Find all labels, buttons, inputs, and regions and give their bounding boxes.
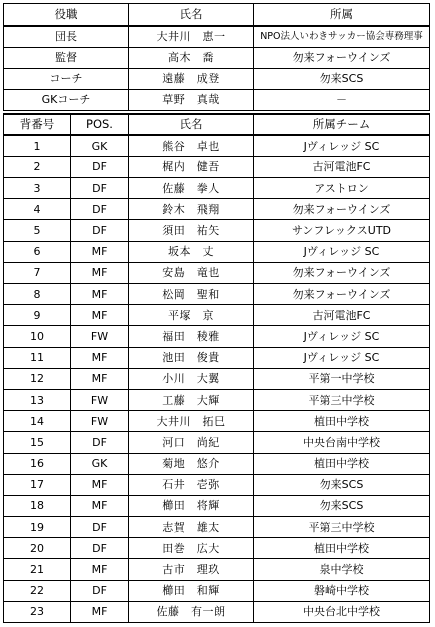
player-name: 櫛田 和輝 xyxy=(129,580,254,601)
player-position: MF xyxy=(71,601,129,622)
staff-affiliation: NPO法人いわきサッカー協会専務理事 xyxy=(254,26,430,47)
player-team: 勿来フォーウインズ xyxy=(254,262,430,283)
player-row xyxy=(4,241,430,262)
player-team: 植田中学校 xyxy=(254,453,430,474)
player-team: アストロン xyxy=(254,178,430,199)
player-row xyxy=(4,411,430,432)
player-name: 大井川 拓巳 xyxy=(129,411,254,432)
staff-role: コーチ xyxy=(4,68,129,89)
player-number: 12 xyxy=(4,368,71,389)
player-position: MF xyxy=(71,347,129,368)
player-number: 17 xyxy=(4,474,71,495)
staff-row xyxy=(4,26,430,47)
player-name: 佐藤 拳人 xyxy=(129,178,254,199)
player-position: DF xyxy=(71,199,129,220)
player-position: FW xyxy=(71,326,129,347)
player-name: 河口 尚紀 xyxy=(129,432,254,453)
player-number: 14 xyxy=(4,411,71,432)
staff-table xyxy=(3,3,430,111)
player-team: Jヴィレッジ SC xyxy=(254,241,430,262)
player-row xyxy=(4,178,430,199)
player-row xyxy=(4,305,430,326)
player-name: 石井 壱弥 xyxy=(129,474,254,495)
player-number: 22 xyxy=(4,580,71,601)
players-body xyxy=(4,114,430,623)
player-number: 7 xyxy=(4,262,71,283)
staff-row xyxy=(4,47,430,68)
player-name: 平塚 京 xyxy=(129,305,254,326)
player-team: 勿来フォーウインズ xyxy=(254,284,430,305)
player-team: 中央台南中学校 xyxy=(254,432,430,453)
player-number: 8 xyxy=(4,284,71,305)
player-number: 1 xyxy=(4,135,71,156)
player-name: 松岡 聖和 xyxy=(129,284,254,305)
player-number: 15 xyxy=(4,432,71,453)
player-team: 植田中学校 xyxy=(254,538,430,559)
player-team: 泉中学校 xyxy=(254,559,430,580)
player-position: DF xyxy=(71,156,129,177)
player-number: 5 xyxy=(4,220,71,241)
player-number: 6 xyxy=(4,241,71,262)
players-header-row xyxy=(4,114,430,135)
player-team: 古河電池FC xyxy=(254,305,430,326)
player-name: 古市 理玖 xyxy=(129,559,254,580)
player-position: MF xyxy=(71,305,129,326)
player-position: MF xyxy=(71,559,129,580)
player-row xyxy=(4,389,430,410)
player-name: 梶内 健吾 xyxy=(129,156,254,177)
player-row xyxy=(4,601,430,622)
staff-header-name: 氏名 xyxy=(129,4,254,27)
staff-role: 団長 xyxy=(4,26,129,47)
player-team: 勿来フォーウインズ xyxy=(254,199,430,220)
player-name: 坂本 丈 xyxy=(129,241,254,262)
player-name: 佐藤 有一朗 xyxy=(129,601,254,622)
player-name: 福田 稜雅 xyxy=(129,326,254,347)
player-team: 平第三中学校 xyxy=(254,517,430,538)
player-name: 安島 竜也 xyxy=(129,262,254,283)
player-row xyxy=(4,432,430,453)
player-name: 須田 祐矢 xyxy=(129,220,254,241)
player-row xyxy=(4,284,430,305)
player-number: 18 xyxy=(4,495,71,516)
players-header-team: 所属チーム xyxy=(254,114,430,135)
player-row xyxy=(4,474,430,495)
staff-role: 監督 xyxy=(4,47,129,68)
player-number: 11 xyxy=(4,347,71,368)
player-row xyxy=(4,559,430,580)
player-number: 3 xyxy=(4,178,71,199)
player-row xyxy=(4,538,430,559)
player-name: 田巻 広大 xyxy=(129,538,254,559)
staff-row xyxy=(4,89,430,110)
player-row xyxy=(4,495,430,516)
staff-header-affiliation: 所属 xyxy=(254,4,430,27)
player-position: FW xyxy=(71,411,129,432)
staff-header-role: 役職 xyxy=(4,4,129,27)
players-header-number: 背番号 xyxy=(4,114,71,135)
player-position: MF xyxy=(71,495,129,516)
player-row xyxy=(4,220,430,241)
player-position: MF xyxy=(71,284,129,305)
player-position: DF xyxy=(71,517,129,538)
player-team: 古河電池FC xyxy=(254,156,430,177)
player-position: GK xyxy=(71,135,129,156)
player-team: 勿来SCS xyxy=(254,474,430,495)
player-number: 16 xyxy=(4,453,71,474)
player-position: DF xyxy=(71,220,129,241)
player-name: 鈴木 飛翔 xyxy=(129,199,254,220)
player-team: 平第三中学校 xyxy=(254,389,430,410)
staff-affiliation: 勿来SCS xyxy=(254,68,430,89)
player-row xyxy=(4,580,430,601)
staff-row xyxy=(4,68,430,89)
player-number: 20 xyxy=(4,538,71,559)
player-team: 植田中学校 xyxy=(254,411,430,432)
player-position: DF xyxy=(71,580,129,601)
player-row xyxy=(4,326,430,347)
player-row xyxy=(4,517,430,538)
player-row xyxy=(4,156,430,177)
player-number: 21 xyxy=(4,559,71,580)
player-position: DF xyxy=(71,178,129,199)
player-team: 勿来SCS xyxy=(254,495,430,516)
player-row xyxy=(4,262,430,283)
player-number: 23 xyxy=(4,601,71,622)
player-position: GK xyxy=(71,453,129,474)
player-team: 平第一中学校 xyxy=(254,368,430,389)
player-number: 10 xyxy=(4,326,71,347)
staff-header-row xyxy=(4,4,430,27)
players-header-position: POS. xyxy=(71,114,129,135)
player-number: 13 xyxy=(4,389,71,410)
staff-affiliation: 勿来フォーウインズ xyxy=(254,47,430,68)
players-table xyxy=(3,113,430,623)
player-team: Jヴィレッジ SC xyxy=(254,326,430,347)
staff-affiliation: － xyxy=(254,89,430,110)
player-position: MF xyxy=(71,262,129,283)
player-number: 4 xyxy=(4,199,71,220)
staff-name: 大井川 恵一 xyxy=(129,26,254,47)
player-position: FW xyxy=(71,389,129,410)
player-number: 9 xyxy=(4,305,71,326)
player-position: DF xyxy=(71,432,129,453)
player-team: Jヴィレッジ SC xyxy=(254,347,430,368)
player-name: 櫛田 将輝 xyxy=(129,495,254,516)
player-team: Jヴィレッジ SC xyxy=(254,135,430,156)
player-team: 磐崎中学校 xyxy=(254,580,430,601)
player-name: 工藤 大輝 xyxy=(129,389,254,410)
player-name: 菊地 悠介 xyxy=(129,453,254,474)
player-position: DF xyxy=(71,538,129,559)
player-number: 2 xyxy=(4,156,71,177)
player-name: 志賀 雄太 xyxy=(129,517,254,538)
player-row xyxy=(4,453,430,474)
player-position: MF xyxy=(71,241,129,262)
player-name: 池田 俊貴 xyxy=(129,347,254,368)
staff-name: 高木 喬 xyxy=(129,47,254,68)
player-team: サンフレックスUTD xyxy=(254,220,430,241)
player-name: 小川 大翼 xyxy=(129,368,254,389)
player-row xyxy=(4,368,430,389)
staff-role: GKコーチ xyxy=(4,89,129,110)
staff-name: 遠藤 成登 xyxy=(129,68,254,89)
player-position: MF xyxy=(71,368,129,389)
player-team: 中央台北中学校 xyxy=(254,601,430,622)
player-position: MF xyxy=(71,474,129,495)
player-row xyxy=(4,347,430,368)
player-row xyxy=(4,135,430,156)
staff-name: 草野 真哉 xyxy=(129,89,254,110)
player-row xyxy=(4,199,430,220)
player-name: 熊谷 卓也 xyxy=(129,135,254,156)
players-header-name: 氏名 xyxy=(129,114,254,135)
player-number: 19 xyxy=(4,517,71,538)
